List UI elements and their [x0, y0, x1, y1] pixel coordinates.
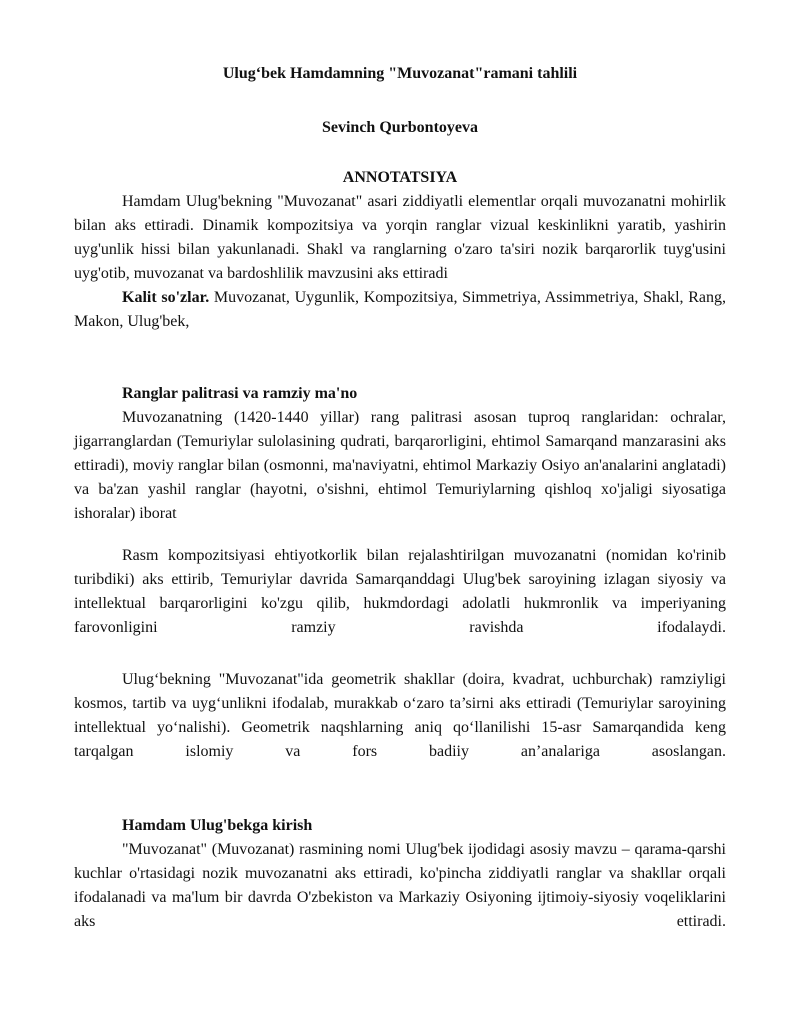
keywords-text: Muvozanat, Uygunlik, Kompozitsiya, Simmetriya, Assimmetriya, Shakl, Rang, Makon, Ulug'bek,: [74, 289, 727, 330]
intro-paragraph: "Muvozanat" (Muvozanat) rasmining nomi Ulug'bek ijodidagi asosiy mavzu – qarama-qarshi kuchlar o'rtasidagi nozik muvozanatni aks ettiradi, ko'pincha ziddiyatli ranglar va shakllar orqali ifodalanadi va ma'lum bir davrda O'zbekiston va Markaziy Osiyoning ijtimoiy-siyosiy voqeliklarini aks ettiradi.: [74, 841, 726, 930]
abstract-heading: ANNOTATSIYA: [342, 169, 458, 186]
document-title: Ulug‘bek Hamdamning "Muvozanat"ramani tahlili: [222, 65, 578, 82]
section-heading-palette: Ranglar palitrasi va ramziy ma'no: [122, 385, 358, 402]
composition-paragraph: Rasm kompozitsiyasi ehtiyotkorlik bilan rejalashtirilgan muvozanatni (nomidan ko'rinib turibdiki) aks ettirib, Temuriylar davrida Samarqanddagi Ulug'bek saroyining izlagan siyosiy va intellektual barqarorligini ko'zgu qilib, hukmdordagi adolatli hukmronlik va imperiyaning farovonligini ramziy ravishda ifodalaydi.: [74, 547, 726, 636]
document-page: [74, 60, 726, 934]
keywords-paragraph: [74, 286, 726, 334]
section-heading-intro: Hamdam Ulug'bekga kirish: [122, 817, 313, 834]
palette-paragraph: Muvozanatning (1420-1440 yillar) rang palitrasi asosan tuproq ranglaridan: ochralar, jigarranglardan (Temuriylar sulolasining qudrati, barqarorligini, ehtimol Samarqand manzarasini aks ettiradi), moviy ranglar bilan (osmonni, ma'naviyatni, ehtimol Markaziy Osiyo an'analarini anglatadi) va ba'zan yashil ranglar (hayotni, o'sishni, ehtimol Temuriylarning qishloq xo'jaligi siyosatiga ishoralar) iborat: [74, 409, 726, 522]
keywords-label: Kalit so'zlar.: [122, 289, 210, 306]
geometry-paragraph: Ulug‘bekning "Muvozanat"ida geometrik shakllar (doira, kvadrat, uchburchak) ramziyligi kosmos, tartib va uyg‘unlikni ifodalab, murakkab o‘zaro ta’sirni aks ettiradi (Temuriylar saroyining intellektual yo‘nalishi). Geometrik naqshlarning aniq qo‘llanilishi 15-asr Samarqandida keng tarqalgan islomiy va fors badiiy an’analariga asoslangan.: [74, 671, 726, 760]
document-author: Sevinch Qurbontoyeva: [321, 119, 478, 136]
abstract-paragraph: Hamdam Ulug'bekning "Muvozanat" asari ziddiyatli elementlar orqali muvozanatni mohirlik bilan aks ettiradi. Dinamik kompozitsiya va yorqin ranglar vizual keskinlikni yaratib, yashirin uyg'unlik hissi bilan yakunlanadi. Shakl va ranglarning o'zaro ta'siri nozik barqarorlik tuyg'usini uyg'otib, muvozanat va bardoshlilik mavzusini aks ettiradi: [74, 193, 726, 282]
